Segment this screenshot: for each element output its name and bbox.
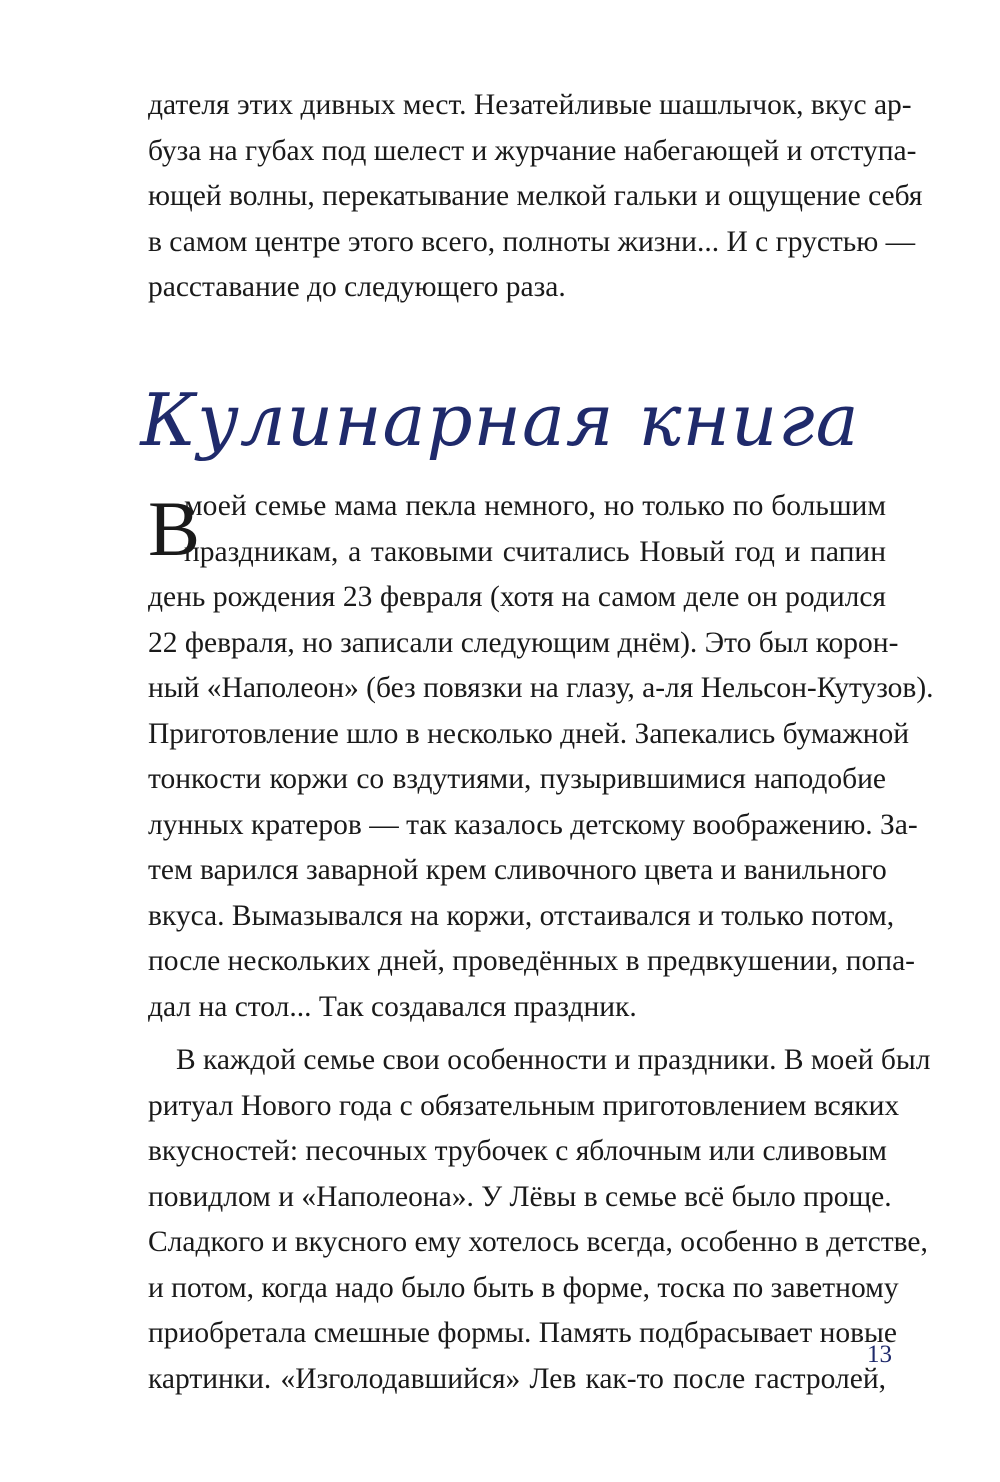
text-line: моей семье мама пекла немного, но только по большим — [184, 490, 886, 522]
page-number: 13 — [867, 1341, 892, 1368]
text-line: ющей волны, перекатывание мелкой гальки и ощущение себя — [148, 180, 923, 212]
top-paragraph — [148, 83, 923, 311]
text-line: день рождения 23 февраля (хотя на самом деле он родился — [148, 581, 886, 613]
text-line: в самом центре этого всего, полноты жизни... И с грустью — — [148, 225, 916, 258]
text-line: Сладкого и вкусного ему хотелось всегда, особенно в детстве, — [148, 1226, 928, 1258]
text-line: повидлом и «Наполеона». У Лёвы в семье всё было проще. — [148, 1180, 892, 1213]
text-line: тонкости коржи со вздутиями, пузырившимися наподобие — [148, 763, 886, 795]
text-line: после нескольких дней, проведённых в предвкушении, попа- — [148, 945, 915, 977]
text-line: приобретала смешные формы. Память подбрасывает новые — [148, 1317, 897, 1349]
text-line: тем варился заварной крем сливочного цвета и ванильного — [148, 854, 887, 886]
drop-cap: В — [148, 485, 201, 572]
text-line: дал на стол... Так создавался праздник. — [148, 990, 637, 1023]
text-line: буза на губах под шелест и журчание набегающей и отступа- — [148, 134, 917, 167]
text-line: лунных кратеров — так казалось детскому воображению. За- — [148, 808, 918, 841]
chapter-title: Кулинарная книга — [140, 378, 860, 462]
text-line: ный «Наполеон» (без повязки на глазу, а-ля Нельсон-Кутузов). — [148, 672, 934, 704]
text-line: ритуал Нового года с обязательным приготовлением всяких — [148, 1089, 900, 1122]
first-paragraph — [148, 484, 934, 1030]
body-text — [148, 484, 934, 1402]
text-line: расставание до следующего раза. — [148, 271, 566, 303]
text-line: 22 февраля, но записали следующим днём). Это был корон- — [148, 626, 899, 659]
text-line: дателя этих дивных мест. Незатейливые шашлычок, вкус ар- — [148, 89, 912, 121]
text-line: вкусностей: песочных трубочек с яблочным или сливовым — [148, 1135, 887, 1167]
second-paragraph — [148, 1038, 931, 1402]
text-line: картинки. «Изголодавшийся» Лев как-то после гастролей, — [148, 1362, 886, 1395]
text-line: и потом, когда надо было быть в форме, тоска по заветному — [148, 1271, 899, 1304]
text-line: праздникам, а таковыми считались Новый год и папин — [184, 535, 886, 568]
text-line: В каждой семье свои особенности и праздники. В моей был — [176, 1044, 931, 1076]
text-line: вкуса. Вымазывался на коржи, отстаивался и только потом, — [148, 899, 895, 932]
text-line: Приготовление шло в несколько дней. Запекались бумажной — [148, 717, 910, 750]
